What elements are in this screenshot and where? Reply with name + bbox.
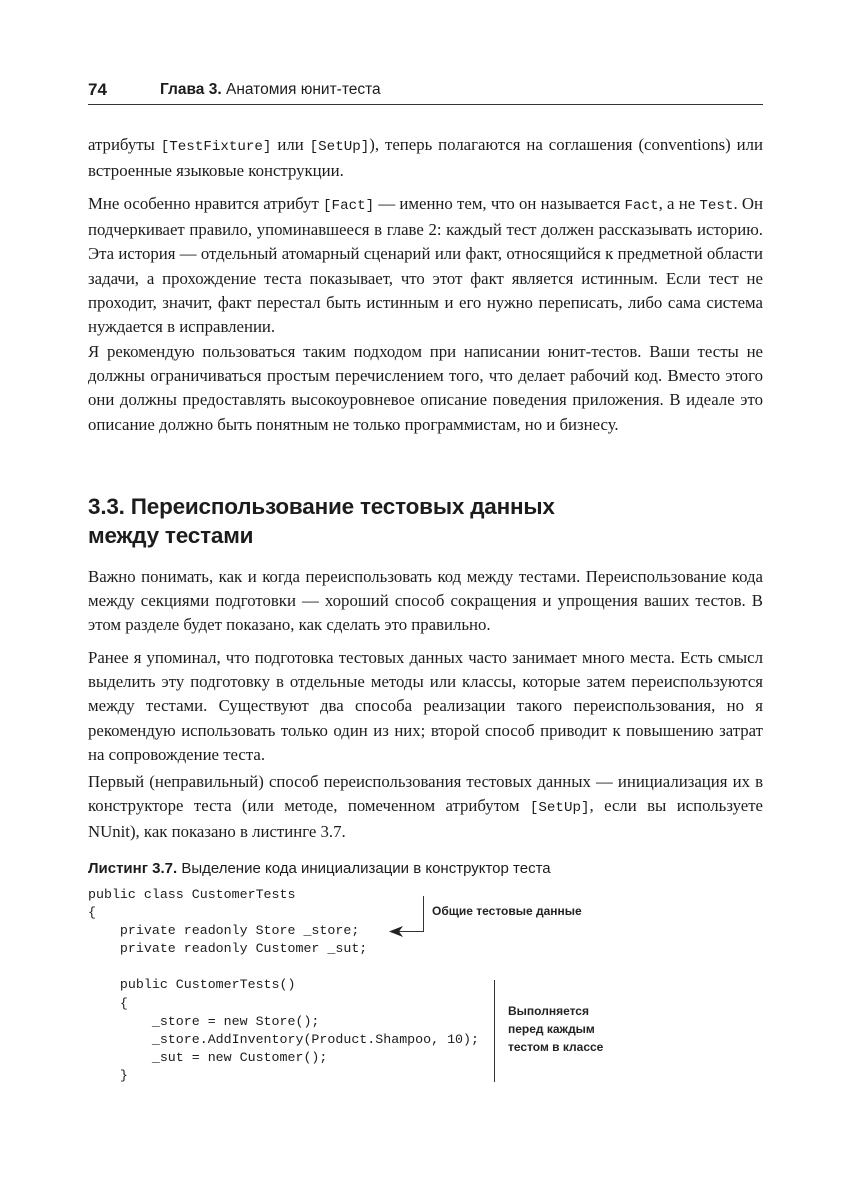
inline-code: [SetUp] [529, 800, 590, 817]
annotation-bracket-line [494, 980, 495, 1082]
code-listing: public class CustomerTests { private readonly Store _store; private readonly Customer _sut; public CustomerTests() { _store = new Store(); _store.AddInventory(Product.Shampoo, 10); _sut = new Customer(); } [88, 887, 479, 1083]
paragraph-fact-attribute: Мне особенно нравится атрибут [Fact] — именно тем, что он называется Fact, а не Test. Он подчеркивает правило, упоминавшееся в главе 2: каждый тест должен рассказывать историю. Эта история — отдельный атомарный сценарий или факт, относящийся к предметной области задачи, а прохождение теста показывает, что этот факт является истинным. Если тест не проходит, значит, факт перестал быть истинным и его нужно переписать, либо сама система нуждается в исправлении. [88, 194, 763, 337]
annotation-runs-before-each: Выполняется перед каждым тестом в классе [508, 1004, 604, 1054]
inline-code: [TestFixture] [160, 139, 272, 155]
chapter-title: Анатомия юнит-теста [225, 81, 381, 98]
chapter-label: Глава 3. [160, 81, 222, 98]
listing-caption [88, 860, 763, 877]
arrow-left-icon [389, 926, 403, 937]
section-heading: 3.3. Переиспользование тестовых данных между тестами [88, 494, 555, 548]
paragraph-first-way: Первый (неправильный) способ переиспользования тестовых данных — инициализация их в конструкторе теста (или методе, помеченном атрибутом [SetUp], если вы используете NUnit), как показано в листинге 3.7. [88, 772, 763, 842]
paragraph-recommendation: Я рекомендую пользоваться таким подходом при написании юнит-тестов. Ваши тесты не должны ограничиваться простым перечислением того, что делает рабочий код. Вместо этого они должны предоставлять высокоуровневое описание поведения приложения. В идеале это описание должно быть понятным не только программистам, но и бизнесу. [88, 342, 763, 434]
running-header [88, 78, 763, 105]
paragraph-reuse-intro: Важно понимать, как и когда переиспользовать код между тестами. Переиспользование кода между секциями подготовки — хороший способ сокращения и упрощения ваших тестов. В этом разделе будет показано, как сделать это правильно. [88, 567, 763, 635]
paragraph-conventions: атрибуты [TestFixture] или [SetUp]), теперь полагаются на соглашения (conventions) или встроенные языковые конструкции. [88, 135, 763, 181]
inline-code: Test [699, 198, 734, 214]
inline-code: Fact [624, 198, 659, 214]
listing-title: Выделение кода инициализации в конструктор теста [181, 860, 551, 877]
annotation-shared-data: Общие тестовые данные [432, 904, 582, 918]
annotation-bracket-line [423, 896, 424, 932]
inline-code: [SetUp] [309, 139, 370, 155]
listing-label: Листинг 3.7. [88, 860, 178, 877]
page-number: 74 [88, 80, 107, 99]
inline-code: [Fact] [323, 198, 375, 214]
chapter-heading [160, 81, 381, 99]
paragraph-reuse-methods: Ранее я упоминал, что подготовка тестовых данных часто занимает много места. Есть смысл выделить эту подготовку в отдельные методы или классы, которые затем переиспользуются между тестами. Существуют два способа реализации такого переиспользования, но я рекомендую использовать только один из них; второй способ приводит к повышению затрат на сопровождение теста. [88, 648, 763, 764]
